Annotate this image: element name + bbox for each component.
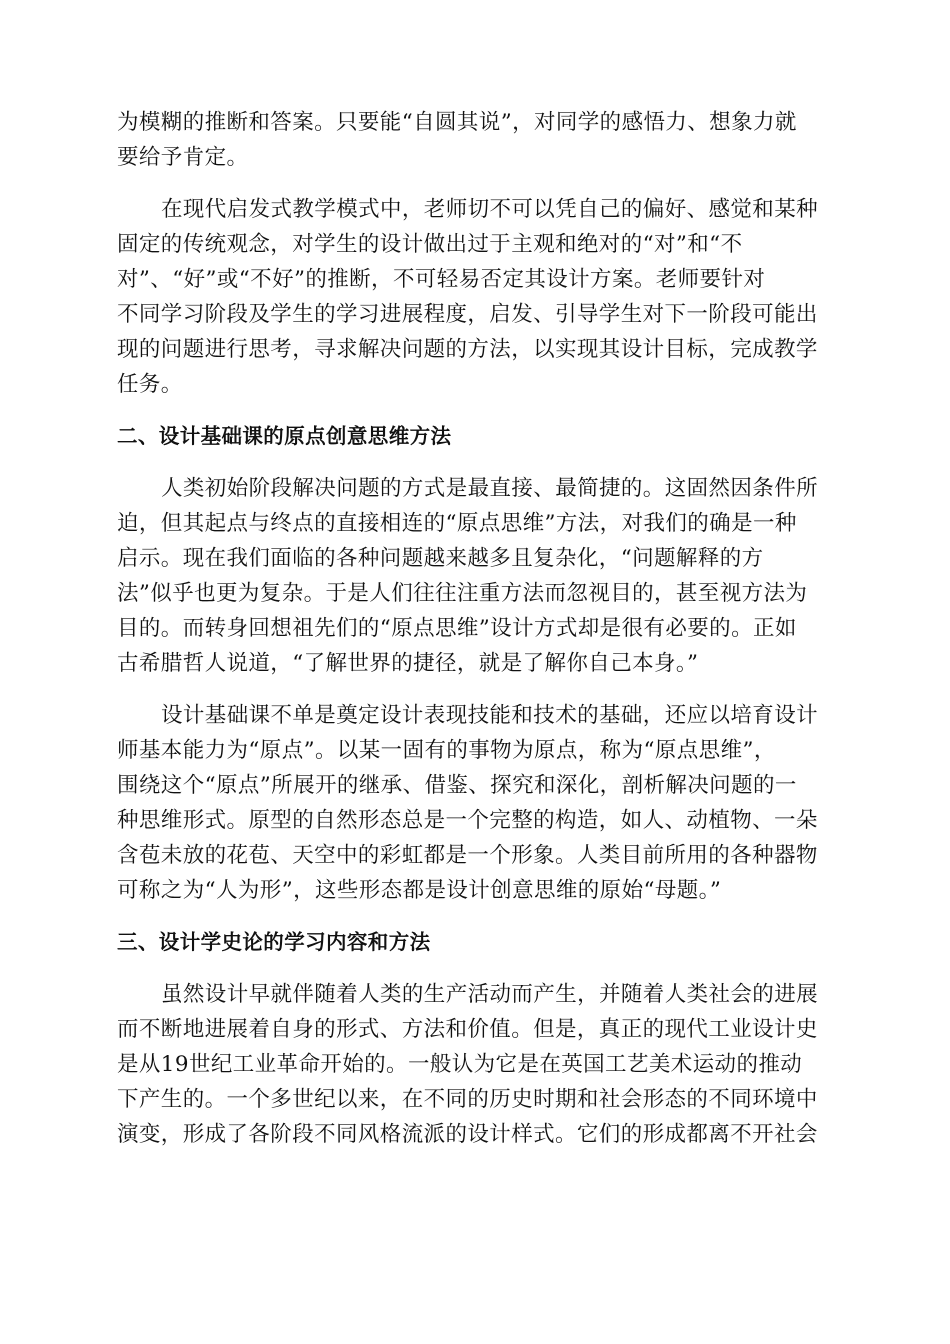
text-line: 围绕这个“原点”所展开的继承、借鉴、探究和深化，剖析解决问题的一 xyxy=(117,773,797,798)
document-page xyxy=(117,105,833,1169)
text-line: 固定的传统观念，对学生的设计做出过于主观和绝对的“对”和“不 xyxy=(117,232,743,257)
text-line: 在现代启发式教学模式中，老师切不可以凭自己的偏好、感觉和某种 xyxy=(161,197,819,222)
text-line: 设计基础课不单是奠定设计表现技能和技术的基础，还应以培育设计 xyxy=(161,703,819,728)
text-line: 人类初始阶段解决问题的方式是最直接、最简捷的。这固然因条件所 xyxy=(161,476,819,501)
text-line: 而不断地进展着自身的形式、方法和价值。但是，真正的现代工业设计史 xyxy=(117,1017,818,1042)
text-line: 下产生的。一个多世纪以来，在不同的历史时期和社会形态的不同环境中 xyxy=(117,1087,818,1112)
text-line: 可称之为“人为形”，这些形态都是设计创意思维的原始“母题。” xyxy=(117,878,722,903)
text-line: 迫，但其起点与终点的直接相连的“原点思维”方法，对我们的确是一种 xyxy=(117,511,797,536)
text-line: 要给予肯定。 xyxy=(117,145,249,170)
paragraph xyxy=(117,471,833,681)
section-heading: 二、设计基础课的原点创意思维方法 xyxy=(117,424,452,448)
paragraph xyxy=(117,105,833,175)
text-line: 目的。而转身回想祖先们的“原点思维”设计方式却是很有必要的。正如 xyxy=(117,616,797,641)
paragraph xyxy=(117,977,833,1152)
text-line: 现的问题进行思考，寻求解决问题的方法，以实现其设计目标，完成教学 xyxy=(117,337,818,362)
text-line: 含苞未放的花苞、天空中的彩虹都是一个形象。人类目前所用的各种器物 xyxy=(117,843,818,868)
text-line: 古希腊哲人说道，“了解世界的捷径，就是了解你自己本身。” xyxy=(117,651,699,676)
section-heading: 三、设计学史论的学习内容和方法 xyxy=(117,930,431,954)
text-line: 不同学习阶段及学生的学习进展程度，启发、引导学生对下一阶段可能出 xyxy=(117,302,818,327)
text-line: 虽然设计早就伴随着人类的生产活动而产生，并随着人类社会的进展 xyxy=(161,982,819,1007)
text-line: 演变，形成了各阶段不同风格流派的设计样式。它们的形成都离不开社会 xyxy=(117,1122,818,1147)
text-line: 师基本能力为“原点”。以某一固有的事物为原点，称为“原点思维”， xyxy=(117,738,776,763)
text-line: 法”似乎也更为复杂。于是人们往往注重方法而忽视目的，甚至视方法为 xyxy=(117,581,808,606)
text-line: 任务。 xyxy=(117,372,183,397)
text-line: 是从19世纪工业革命开始的。一般认为它是在英国工艺美术运动的推动 xyxy=(117,1052,803,1077)
text-line: 种思维形式。原型的自然形态总是一个完整的构造，如人、动植物、一朵 xyxy=(117,808,818,833)
text-line: 对”、“好”或“不好”的推断，不可轻易否定其设计方案。老师要针对 xyxy=(117,267,766,292)
text-line: 为模糊的推断和答案。只要能“自圆其说”，对同学的感悟力、想象力就 xyxy=(117,110,797,135)
text-line: 启示。现在我们面临的各种问题越来越多且复杂化，“问题解释的方 xyxy=(117,546,764,571)
paragraph xyxy=(117,698,833,908)
paragraph xyxy=(117,192,833,402)
